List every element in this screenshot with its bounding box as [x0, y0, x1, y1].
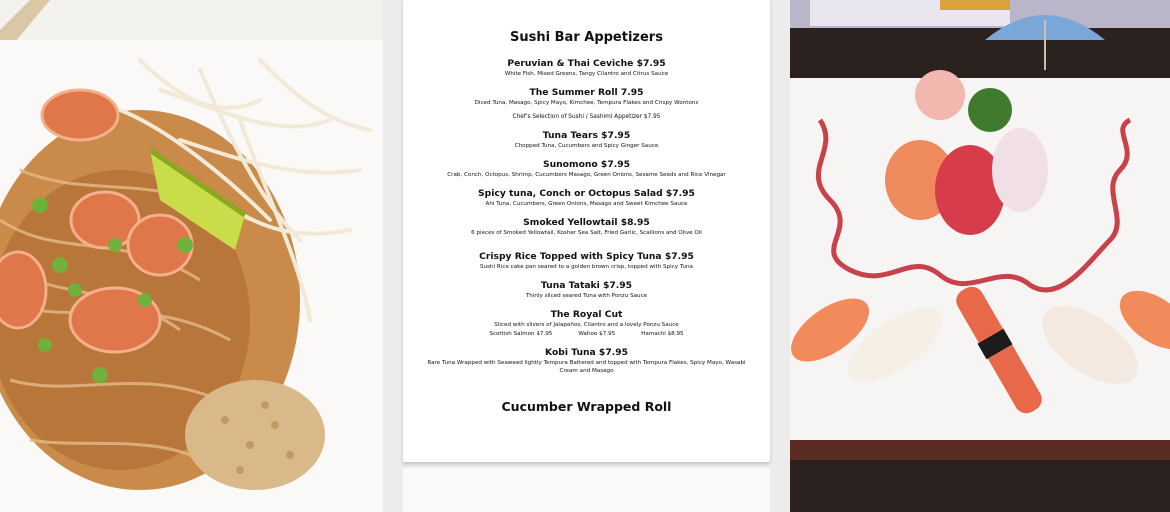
pad-thai-photo [0, 0, 383, 512]
menu-item-desc: Ahi Tuna, Cucumbers, Green Onions, Masago and Sweet Kimchee Sauce [485, 201, 688, 207]
sashimi-illustration [790, 0, 1170, 512]
sashimi-platter-photo [790, 0, 1170, 512]
menu-item-name: Kobi Tuna $7.95 [545, 347, 628, 358]
menu-item [403, 217, 770, 237]
menu-item-name: Spicy tuna, Conch or Octopus Salad $7.95 [478, 188, 695, 199]
menu-page [383, 0, 790, 512]
royal-cut-prices [403, 330, 770, 338]
menu-item-desc: Crab, Conch, Octopus, Shrimp, Cucumbers Masago, Green Onions, Sesame Seeds and Rice Vinegar [447, 172, 726, 178]
menu-item-name: The Royal Cut [550, 309, 623, 320]
menu-item-name: Tuna Tataki $7.95 [540, 280, 633, 291]
next-section-title: Cucumber Wrapped Roll [501, 399, 672, 414]
menu-item [403, 58, 770, 78]
menu-item [403, 309, 770, 338]
menu-item [403, 87, 770, 107]
menu-content [403, 30, 770, 414]
royal-price: Scottish Salmon $7.95 [489, 331, 553, 337]
menu-item-name: Peruvian & Thai Ceviche $7.95 [507, 58, 666, 69]
menu-item-desc: Chopped Tuna, Cucumbers and Spicy Ginger Sauce [514, 143, 659, 149]
royal-price: Wahoo $7.95 [578, 331, 616, 337]
menu-item [403, 159, 770, 179]
menu-title: Sushi Bar Appetizers [510, 30, 663, 45]
menu-item [403, 188, 770, 208]
next-page-edge [403, 468, 770, 512]
menu-item [403, 130, 770, 150]
menu-item-name: Tuna Tears $7.95 [542, 130, 631, 141]
menu-note: Chef's Selection of Sushi / Sashimi Appetizer $7.95 [512, 114, 661, 120]
menu-item [403, 280, 770, 300]
menu-item-desc: Sliced with slivers of Jalapeños, Cilantro and a lovely Ponzu Sauce [494, 322, 679, 328]
menu-card [403, 0, 770, 462]
pad-thai-illustration [0, 0, 383, 512]
menu-item-desc: White Fish, Mixed Greens, Tangy Cilantro and Citrus Sauce [504, 71, 669, 77]
menu-item-name: Crispy Rice Topped with Spicy Tuna $7.95 [479, 251, 694, 262]
menu-item-desc: Thinly sliced seared Tuna with Ponzu Sauce [525, 293, 648, 299]
menu-item [403, 251, 770, 271]
menu-item-name: Smoked Yellowtail $8.95 [523, 217, 650, 228]
menu-item-desc: Diced Tuna, Masago, Spicy Mayo, Kimchee, Tempura Flakes and Crispy Wontons [474, 100, 699, 106]
menu-item-desc: 6 pieces of Smoked Yellowtail, Kosher Sea Salt, Fried Garlic, Scallions and Olive Oil [471, 230, 702, 236]
menu-item-desc: Sushi Rice cake pan seared to a golden brown crisp, topped with Spicy Tuna [480, 264, 693, 270]
menu-item-name: Sunomono $7.95 [542, 159, 630, 170]
royal-price: Hamachi $8.95 [641, 331, 684, 337]
menu-item-name: The Summer Roll 7.95 [529, 87, 644, 98]
menu-item-desc: Rare Tuna Wrapped with Seaweed lightly Tempura Battered and topped with Tempura Flakes, Spicy Mayo, Wasabi Cream and Masago [427, 360, 746, 374]
menu-item [403, 347, 770, 375]
